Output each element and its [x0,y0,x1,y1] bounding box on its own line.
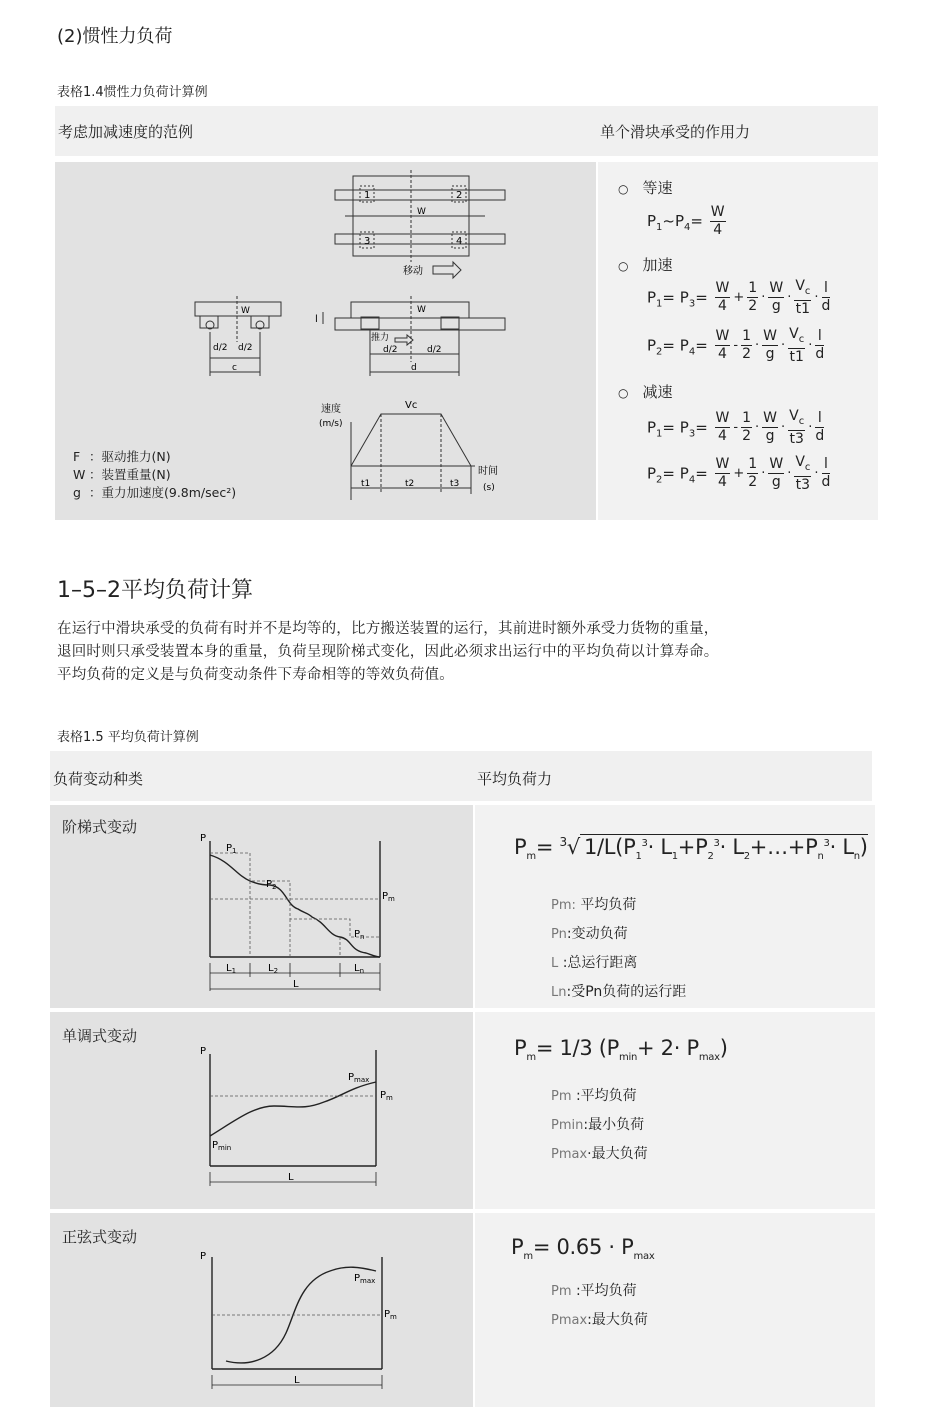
svg-text:Pmin: $P_{min}$ [212,1140,232,1152]
paragraph-line-1: 在运行中滑块承受的负荷有时并不是均等的，比方搬送装置的运行，其前进时额外承受力货物的重量， [57,621,719,637]
section-title: (2)惯性力负荷 [57,26,173,47]
t2-label: t2 [405,479,415,489]
stepped-load-chart [190,827,400,997]
time-label: 时间 [478,466,498,477]
svg-text:Pmax: $P_{max}$ [348,1072,370,1084]
sine-legend-pm: Pm :平均负荷 [551,1283,637,1299]
decel-formula-2: $P_2= P_4=$ $\frac{W}{4}$ + $\frac{1}{2}$ · $\frac{W}{g}$ · $\frac{V_c}{t3}$ · $\frac{l}{d}$ [647,454,831,493]
front-c-label: c [232,363,237,373]
side-view-w-label: W [417,305,426,315]
t1-label: t1 [361,479,371,489]
time-unit: (s) [483,483,495,493]
table1-caption: 表格1.4惯性力负荷计算例 [57,85,208,100]
svg-text:P: P [200,833,207,844]
table2-header-left: 负荷变动种类 [53,770,144,788]
monotonic-legend-pmin: Pmin:最小负荷 [551,1117,645,1133]
thrust-label: 推力 [371,333,390,343]
svg-text:P: P [200,1251,207,1262]
block-2-label: 2 [456,190,463,201]
front-d2-right: d/2 [238,343,253,353]
svg-text:Ln: $L_n$ [354,963,365,975]
svg-text:L: L [288,1172,294,1183]
row-monotonic-formula [475,1012,875,1209]
speed-label: 速度 [321,404,341,415]
sine-formula: $P_m= 0.65 \cdot P_{max}$ [511,1235,655,1263]
stepped-legend [551,891,686,1007]
block-4-label: 4 [456,236,463,247]
stepped-legend-pm: Pm: 平均负荷 [551,897,637,913]
monotonic-legend [551,1082,648,1169]
t3-label: t3 [450,479,460,489]
decel-heading: ○ 减速 [618,383,673,401]
block-1-label: 1 [364,190,371,201]
svg-text:Pm: $P_m$ [384,1309,397,1321]
table2-header-right: 平均负荷力 [477,770,553,788]
row-sine-diagram [50,1213,473,1407]
legend-g: g ：重力加速度(9.8m/sec²) [73,485,237,500]
const-speed-formula: $P_1\sim P_4=$ $\frac{W}{4}$ [647,204,725,238]
svg-text:L2: $L_2$ [268,963,279,975]
intro-paragraph [57,618,907,687]
sine-legend-pmax: Pmax:最大负荷 [551,1312,648,1328]
side-l-label: l [315,314,318,325]
table1-diagram-cell [55,162,596,520]
decel-formula-1: $P_1= P_3=$ $\frac{W}{4}$ - $\frac{1}{2}$ · $\frac{W}{g}$ · $\frac{V_c}{t3}$ · $\frac{l}{d}$ [647,408,825,447]
svg-text:P2: $P_2$ [266,879,277,891]
side-d-label: d [411,363,417,373]
move-label: 移动 [403,266,423,277]
table2-caption: 表格1.5 平均负荷计算例 [57,730,199,745]
block-3-label: 3 [364,236,371,247]
table2-header [50,751,872,801]
stepped-formula: $P_m= ^3√$ $1/L(P_1^3\cdot L_1+P_2^3\cdot$ $L_2+\dots+P_n^3\cdot L_n$) [514,835,868,863]
sine-legend [551,1277,648,1335]
paragraph-line-3: 平均负荷的定义是与负荷变动条件下寿命相等的等效负荷值。 [57,667,454,683]
vc-label: Vc [405,400,418,411]
svg-text:Pmax: $P_{max}$ [354,1273,376,1285]
row-monotonic-label: 单调式变动 [62,1027,138,1045]
row-sine-label: 正弦式变动 [62,1228,138,1246]
svg-text:Pn: $P_n$ [354,929,365,941]
table1-formula-cell [598,162,878,520]
monotonic-formula: $P_m= 1/3$ $(P_{min}+ 2\cdot P_{max})$ [514,1036,728,1064]
table1-header [55,106,878,156]
accel-formula-1: $P_1= P_3=$ $\frac{W}{4}$ + $\frac{1}{2}$ · $\frac{W}{g}$ · $\frac{V_c}{t1}$ · $\frac{l}{d}$ [647,278,831,317]
speed-unit: (m/s) [319,419,343,429]
svg-text:Pm: $P_m$ [380,1090,393,1102]
svg-text:L: L [294,1375,300,1386]
svg-text:Pm: $P_m$ [382,891,395,903]
table1-header-left: 考虑加减速度的范例 [58,123,194,141]
row-stepped-diagram [50,805,473,1008]
table1-header-right: 单个滑块承受的作用力 [600,123,751,141]
side-d2-left: d/2 [383,345,398,355]
monotonic-legend-pmax: Pmax·最大负荷 [551,1146,648,1162]
accel-formula-2: $P_2= P_4=$ $\frac{W}{4}$ - $\frac{1}{2}$ · $\frac{W}{g}$ · $\frac{V_c}{t1}$ · $\frac{l}{d}$ [647,326,825,365]
monotonic-legend-pm: Pm :平均负荷 [551,1088,637,1104]
side-d2-right: d/2 [427,345,442,355]
front-d2-left: d/2 [213,343,228,353]
row-monotonic-diagram [50,1012,473,1209]
accel-heading: ○ 加速 [618,256,673,274]
legend-w: W ：装置重量(N) [73,467,171,482]
svg-text:L: L [293,979,299,990]
stepped-legend-ln: Ln:受Pn负荷的运行距 [551,984,687,1000]
table1-legend [73,448,236,502]
svg-text:P: P [200,1046,207,1057]
stepped-legend-l: L :总运行距离 [551,955,638,971]
const-speed-heading: ○ 等速 [618,179,673,197]
paragraph-line-2: 退回时则只承受装置本身的重量，负荷呈现阶梯式变化，因此必须求出运行中的平均负荷以计算寿命。 [57,644,719,660]
svg-text:L1: $L_1$ [226,963,237,975]
row-stepped-label: 阶梯式变动 [62,818,138,836]
legend-f: F ：驱动推力(N) [73,449,171,464]
row-stepped-formula [475,805,875,1008]
top-view-w-label: W [417,207,426,217]
front-view-w-label: W [241,306,250,316]
section-heading-1-5-2: 1–5–2平均负荷计算 [57,578,253,603]
monotonic-load-chart [190,1040,400,1190]
row-sine-formula [475,1213,875,1407]
sine-load-chart [190,1243,400,1393]
svg-text:P1: $P_1$ [226,843,237,855]
stepped-legend-pn: Pn:变动负荷 [551,926,628,942]
